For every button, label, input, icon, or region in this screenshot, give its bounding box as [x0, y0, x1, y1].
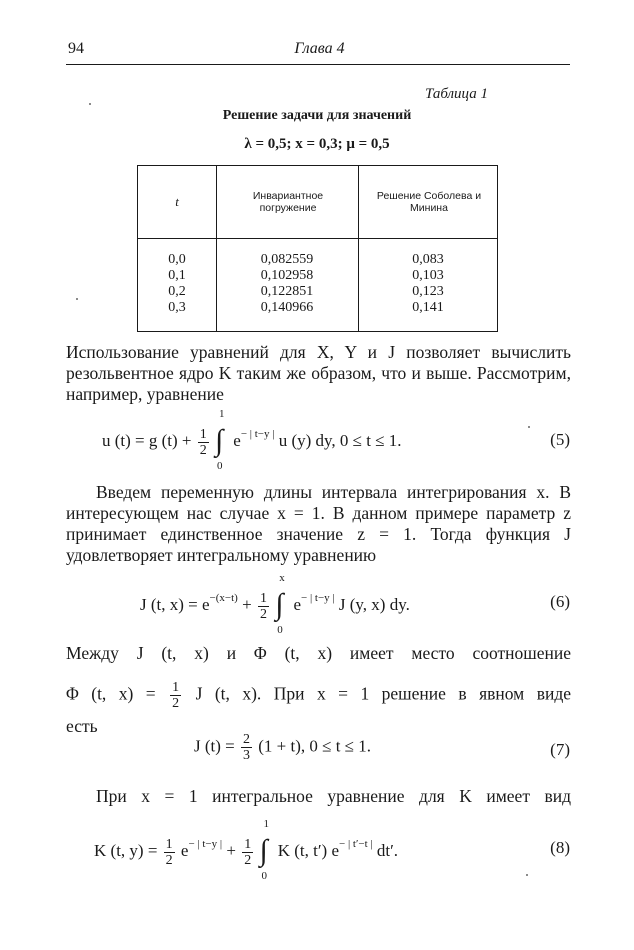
column-header-invariant: Инвариантное погружение: [252, 190, 324, 214]
table-cell: 0,103: [412, 268, 444, 283]
print-speck: [526, 874, 528, 876]
exponent: − | t−y |: [300, 591, 335, 604]
table-cell: 0,140966: [260, 300, 314, 315]
table-cell: 0,083: [412, 252, 444, 267]
table-cell: 0,082559: [260, 252, 314, 267]
paragraph-text: есть: [66, 716, 98, 736]
paragraph-text: При x = 1 интегральное уравнение для K имеет вид: [96, 786, 571, 806]
fraction: $\frac{1}{2}$: [259, 590, 267, 622]
table-cell: 0,0: [168, 252, 186, 267]
integral-sign: 1 ∫ 0: [215, 408, 225, 472]
equation-number-7: (7): [550, 740, 570, 759]
print-speck: [528, 426, 530, 428]
fraction: $\frac{1}{2}$: [172, 680, 180, 711]
header-rule: [66, 64, 570, 65]
equation-5: [102, 408, 402, 472]
table-header-divider: [138, 238, 497, 239]
table-cell: 0,2: [168, 284, 186, 299]
eq-text: J (t, x) = e: [140, 594, 210, 614]
exponent: − | t−y |: [188, 837, 223, 850]
paragraph-4: [66, 786, 571, 807]
column-invariant-values: [216, 252, 358, 316]
eq-text: e: [293, 594, 301, 614]
eq-text: (1 + t), 0 ≤ t ≤ 1.: [258, 736, 372, 756]
exponent: −(x−t): [209, 591, 238, 604]
eq-text: +: [242, 594, 252, 614]
fraction: $\frac{1}{2}$: [199, 426, 207, 458]
paragraph-3-line-2: [66, 680, 571, 711]
integral-sign: x ∫ 0: [275, 572, 285, 636]
column-header-t: t: [175, 194, 179, 209]
paragraph-text: Между J (t, x) и Φ (t, x) имеет место соотношение: [66, 643, 571, 663]
eq-text: Φ (t, x) =: [66, 683, 156, 704]
paragraph-2: [66, 482, 571, 566]
print-speck: [89, 103, 91, 105]
table-cell: 0,141: [412, 300, 444, 315]
fraction: $\frac{1}{2}$: [165, 836, 173, 868]
column-t-values: [138, 252, 216, 316]
exponent: − | t′−t |: [339, 837, 373, 850]
column-header-sobolev-minin: Решение Соболева и Минина: [376, 190, 482, 214]
eq-text: dt′.: [376, 840, 399, 860]
table-label: Таблица 1: [425, 86, 488, 102]
equation-number-8: (8): [550, 838, 570, 857]
eq-text: K (t, t′) e: [277, 840, 339, 860]
eq-text: e: [180, 840, 189, 860]
eq-text: K (t, y) =: [94, 840, 158, 860]
eq-text: +: [226, 840, 236, 860]
chapter-title: Глава 4: [294, 40, 345, 57]
exponent: − | t−y |: [240, 427, 275, 440]
equation-number-5: (5): [550, 430, 570, 449]
eq-text: J (t) =: [194, 736, 235, 756]
page-number: 94: [68, 40, 84, 57]
paragraph-1: [66, 342, 571, 405]
equation-6: [140, 572, 410, 636]
equation-7: [194, 732, 371, 763]
eq-text: J (y, x) dy.: [338, 594, 410, 614]
paragraph-text: Введем переменную длины интервала интегрирования x. В интересующем нас случае x = 1. В данном примере параметр z принимает единственное значение z = 1. Тогда функция J удовлетворяет интегральному уравнению: [66, 482, 571, 565]
equation-number-6: (6): [550, 592, 570, 611]
table-cell: 0,123: [412, 284, 444, 299]
table-cell: 0,1: [168, 268, 186, 283]
integral-sign: 1 ∫ 0: [259, 818, 269, 882]
eq-text: J (t, x). При x = 1 решение в явном виде: [195, 683, 571, 704]
table-cell: 0,3: [168, 300, 186, 315]
table-cell: 0,122851: [260, 284, 314, 299]
fraction: $\frac{2}{3}$: [243, 732, 250, 763]
column-sobolev-minin-values: [358, 252, 498, 316]
fraction: $\frac{1}{2}$: [244, 836, 252, 868]
paragraph-3: [66, 643, 571, 664]
table-params: λ = 0,5; x = 0,3; μ = 0,5: [244, 136, 390, 152]
eq-text: u (y) dy, 0 ≤ t ≤ 1.: [278, 430, 402, 450]
table-caption: Решение задачи для значений: [222, 108, 412, 123]
equation-8: [94, 818, 399, 882]
table-cell: 0,102958: [260, 268, 314, 283]
paragraph-text: [66, 680, 571, 711]
eq-text: u (t) = g (t) +: [102, 430, 192, 450]
paragraph-text: Использование уравнений для X, Y и J позволяет вычислить резольвентное ядро K таким же образом, что и выше. Рассмотрим, например, уравнение: [66, 342, 571, 404]
results-table: [137, 165, 498, 332]
eq-text: e: [233, 430, 241, 450]
print-speck: [76, 298, 78, 300]
